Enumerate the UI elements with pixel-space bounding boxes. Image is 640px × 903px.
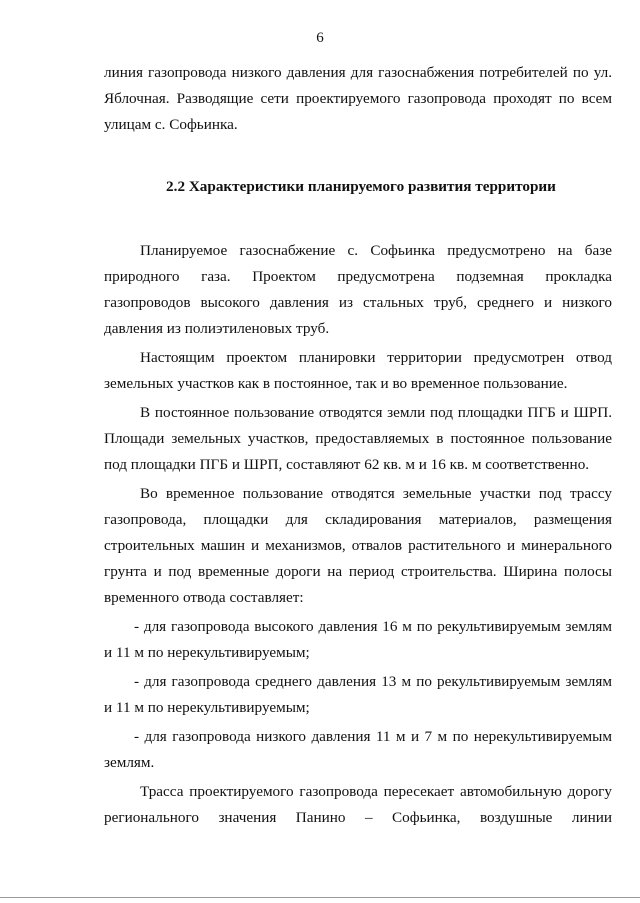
list-item: - для газопровода среднего давления 13 м по рекультивируемым землям и 11 м по нерекультивируемым; — [104, 673, 612, 716]
paragraph-gas-supply: Планируемое газоснабжение с. Софьинка предусмотрено на базе природного газа. Проектом предусмотрена подземная прокладка газопроводов высокого давления из стальных труб, среднего и низкого давления из полиэтиленовых труб. — [104, 242, 612, 337]
document-body — [104, 60, 612, 831]
section-heading: 2.2 Характеристики планируемого развития территории — [166, 178, 556, 195]
page-number: 6 — [316, 30, 324, 46]
page-bottom-rule — [0, 897, 640, 898]
list-item: - для газопровода высокого давления 16 м по рекультивируемым землям и 11 м по нерекультивируемым; — [104, 618, 612, 661]
paragraph-permanent-use: В постоянное пользование отводятся земли под площадки ПГБ и ШРП. Площади земельных участков, предоставляемых в постоянное пользование под площадки ПГБ и ШРП, составляют 62 кв. м и 16 кв. м соответственно. — [104, 404, 612, 473]
paragraph-intro: линия газопровода низкого давления для газоснабжения потребителей по ул. Яблочная. Разводящие сети проектируемого газопровода проходят по всем улицам с. Софьинка. — [104, 64, 612, 133]
paragraph-route-crossing: Трасса проектируемого газопровода пересекает автомобильную дорогу регионального значения Панино – Софьинка, воздушные линии — [104, 783, 612, 826]
list-item: - для газопровода низкого давления 11 м и 7 м по нерекультивируемым землям. — [104, 728, 612, 771]
paragraph-land-allotment: Настоящим проектом планировки территории предусмотрен отвод земельных участков как в постоянное, так и во временное пользование. — [104, 349, 612, 392]
paragraph-temporary-use: Во временное пользование отводятся земельные участки под трассу газопровода, площадки для складирования материалов, размещения строительных машин и механизмов, отвалов растительного и минерального грунта и под временные дороги на период строительства. Ширина полосы временного отвода составляет: — [104, 485, 612, 606]
